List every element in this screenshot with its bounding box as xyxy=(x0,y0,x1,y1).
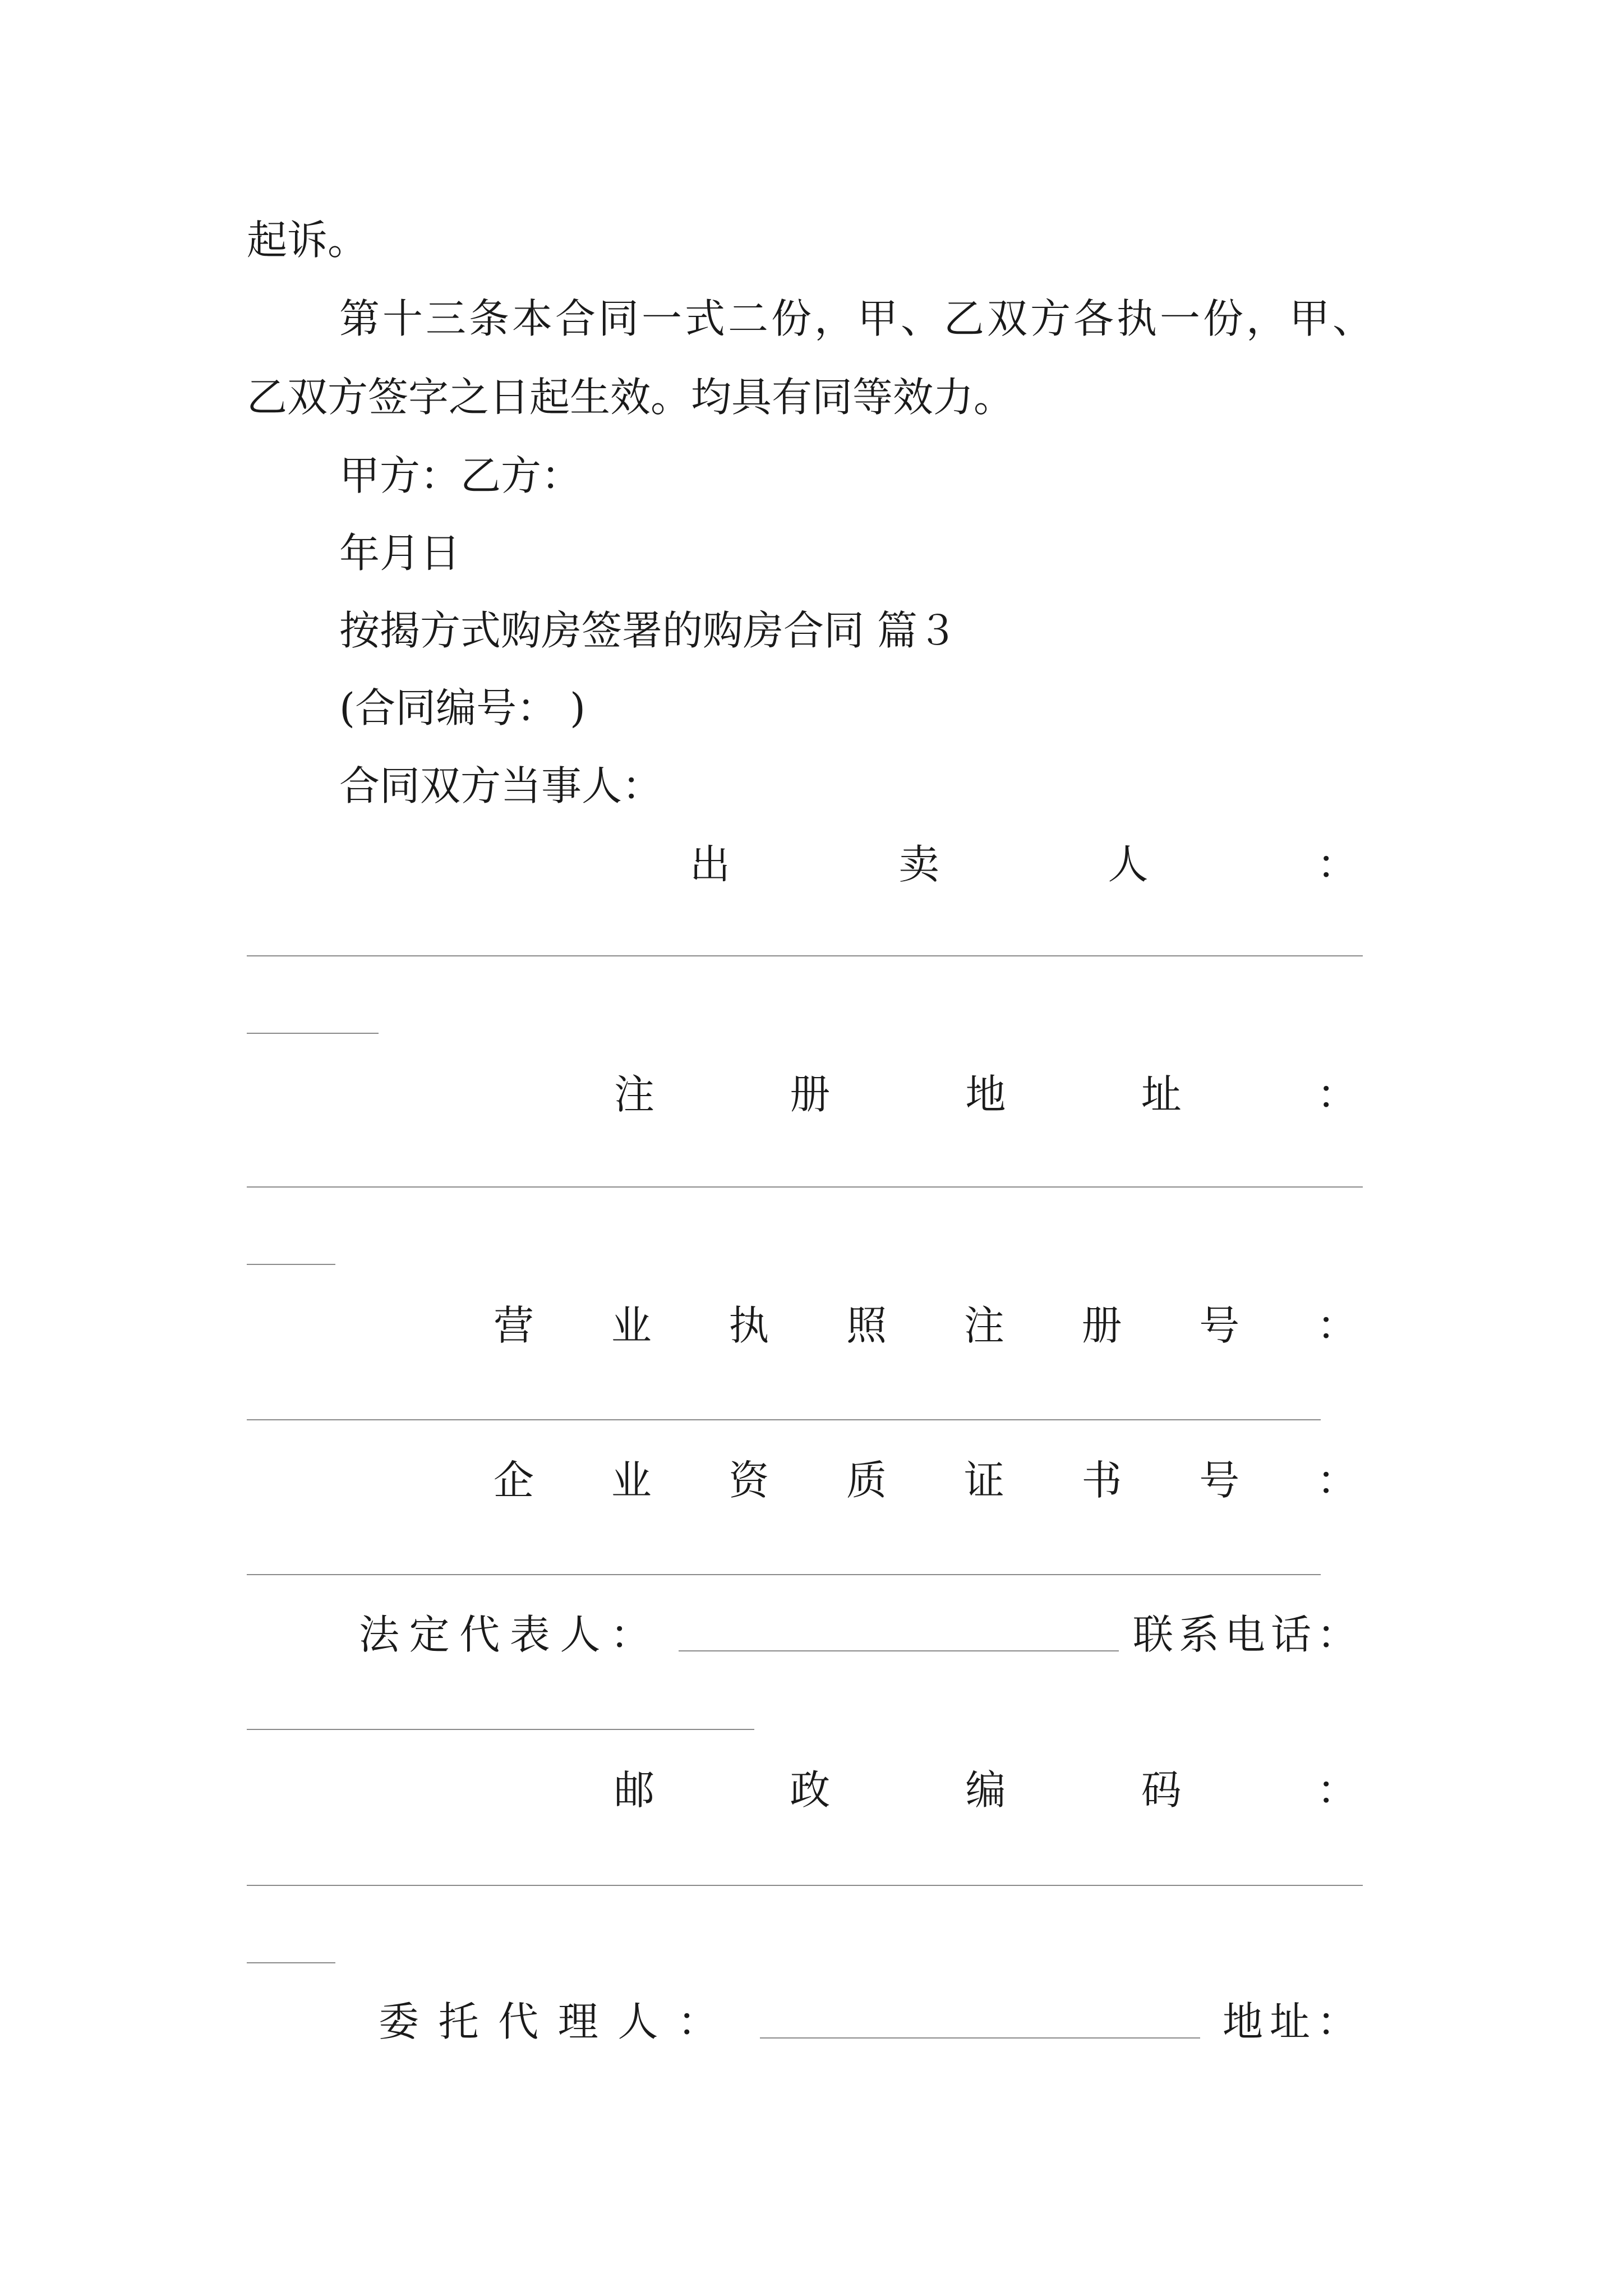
char: 代 xyxy=(498,1998,539,2045)
char: 册 xyxy=(1081,1302,1122,1349)
char: 托 xyxy=(438,1998,479,2045)
text-line-2: 第十三条本合同一式二份，甲、乙双方各执一份，甲、 xyxy=(339,295,1376,342)
legal-rep-label xyxy=(359,1611,651,1658)
char: ： xyxy=(1316,1302,1357,1349)
char: 码 xyxy=(1141,1766,1182,1814)
char: 委 xyxy=(379,1998,419,2045)
char: 电 xyxy=(1224,1611,1265,1658)
address-label xyxy=(1223,1998,1357,2045)
char: 卖 xyxy=(898,841,939,888)
char: 号 xyxy=(1199,1302,1240,1349)
char: 执 xyxy=(728,1302,769,1349)
parties-heading: 合同双方当事人： xyxy=(339,762,663,809)
contract-number: (合同编号： ) xyxy=(339,684,586,731)
phone-input-line[interactable] xyxy=(247,1729,754,1730)
char: 营 xyxy=(494,1302,534,1349)
char: 人 xyxy=(560,1611,601,1658)
char: 话 xyxy=(1270,1611,1311,1658)
char: ： xyxy=(1316,1998,1357,2045)
char: ： xyxy=(677,1998,718,2045)
char: 照 xyxy=(846,1302,887,1349)
char: ： xyxy=(1316,1457,1357,1504)
char: 注 xyxy=(963,1302,1004,1349)
char: 法 xyxy=(359,1611,400,1658)
char: 编 xyxy=(965,1766,1006,1814)
char: 址 xyxy=(1141,1071,1182,1118)
char: 表 xyxy=(509,1611,550,1658)
char: 系 xyxy=(1178,1611,1219,1658)
char: 政 xyxy=(790,1766,831,1814)
char: 联 xyxy=(1133,1611,1174,1658)
signature-parties: 甲方：乙方： xyxy=(339,452,582,499)
char: ： xyxy=(1316,1071,1357,1118)
char: 出 xyxy=(690,841,731,888)
section-title: 按揭方式购房签署的购房合同 篇３ xyxy=(339,607,958,654)
text-line-3: 乙双方签字之日起生效。均具有同等效力。 xyxy=(247,374,1015,421)
char: 质 xyxy=(846,1457,887,1504)
qualification-cert-label xyxy=(494,1457,1357,1504)
char: 人 xyxy=(1108,841,1149,888)
char: 证 xyxy=(963,1457,1004,1504)
date-line: 年月日 xyxy=(339,530,461,577)
char: 地 xyxy=(965,1071,1006,1118)
postcode-label xyxy=(614,1766,1357,1814)
char: 业 xyxy=(611,1457,652,1504)
reg-address-input-line-cont[interactable] xyxy=(247,1264,335,1265)
char: 号 xyxy=(1199,1457,1240,1504)
reg-address-input-line[interactable] xyxy=(247,1186,1363,1188)
qualification-cert-input-line[interactable] xyxy=(247,1574,1321,1575)
char: 理 xyxy=(557,1998,598,2045)
char: 人 xyxy=(617,1998,658,2045)
phone-label xyxy=(1133,1611,1357,1658)
business-license-input-line[interactable] xyxy=(247,1419,1321,1420)
char: 代 xyxy=(459,1611,500,1658)
char: ： xyxy=(1316,1766,1357,1814)
text-line-1: 起诉。 xyxy=(247,217,368,264)
postcode-input-line[interactable] xyxy=(247,1885,1363,1886)
reg-address-label xyxy=(614,1071,1357,1118)
char: 册 xyxy=(790,1071,831,1118)
seller-input-line-cont[interactable] xyxy=(247,1033,379,1034)
char: 址 xyxy=(1269,1998,1310,2045)
legal-rep-input-line[interactable] xyxy=(679,1650,1119,1651)
seller-input-line[interactable] xyxy=(247,955,1363,956)
char: 注 xyxy=(614,1071,655,1118)
char: ： xyxy=(1316,841,1357,888)
char: 邮 xyxy=(614,1766,655,1814)
char: 资 xyxy=(728,1457,769,1504)
agent-label xyxy=(379,1998,718,2045)
postcode-input-line-cont[interactable] xyxy=(247,1962,335,1963)
char: 地 xyxy=(1223,1998,1264,2045)
char: 定 xyxy=(409,1611,450,1658)
char: ： xyxy=(610,1611,651,1658)
business-license-label xyxy=(494,1302,1357,1349)
agent-input-line[interactable] xyxy=(760,2037,1200,2039)
seller-label xyxy=(690,841,1357,888)
char: 企 xyxy=(494,1457,534,1504)
char: 业 xyxy=(611,1302,652,1349)
char: ： xyxy=(1316,1611,1357,1658)
char: 书 xyxy=(1081,1457,1122,1504)
